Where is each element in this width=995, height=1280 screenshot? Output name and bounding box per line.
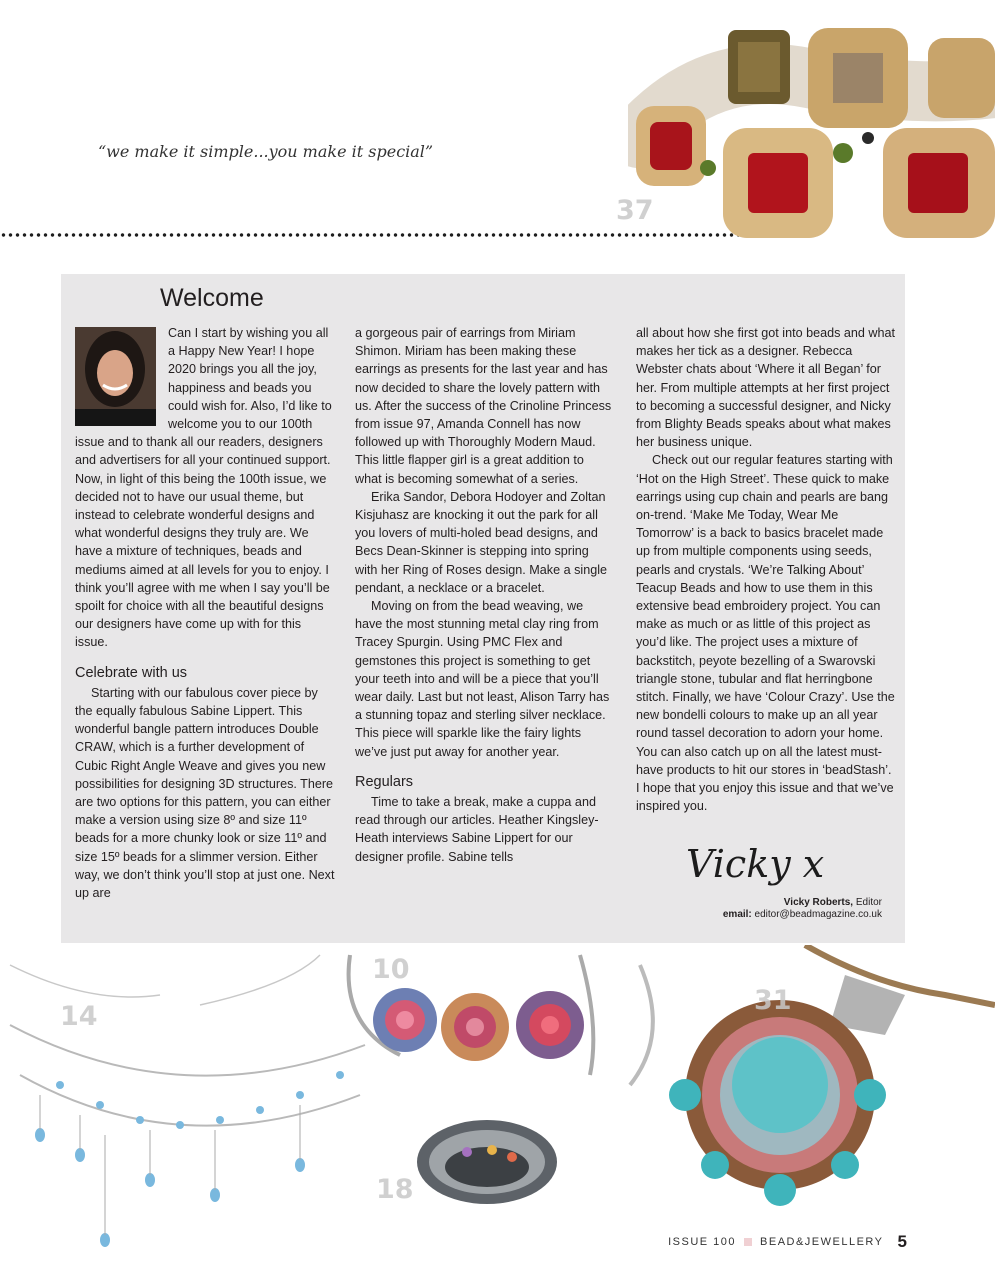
page-ref-pendant: 31 (754, 985, 792, 1016)
column2-paragraph-2: Erika Sandor, Debora Hodoyer and Zoltan Kisjuhasz are knocking it out the park for all you lovers of multi-holed bead designs, and Becs Dean-Skinner is stepping into spring with her Ring of Roses design. Make a single pendant, a necklace or a bracelet. (355, 489, 608, 595)
tagline: “we make it simple...you make it special” (98, 142, 434, 161)
photo-space (75, 324, 168, 424)
regulars-heading: Regulars (355, 773, 414, 790)
editor-email[interactable]: editor@beadmagazine.co.uk (751, 909, 882, 920)
pendant-photo (655, 945, 995, 1215)
page-number: 5 (897, 1232, 907, 1251)
footer-separator (744, 1238, 752, 1246)
bracelet-photo (628, 18, 995, 253)
column-2 (355, 324, 613, 866)
column2-paragraph-1: a gorgeous pair of earrings from Miriam Shimon. Miriam has been making these earrings as presents for the last year and has now decided to share the lovely pattern with us. After the success of the Crinoline Princess from issue 97, Amanda Connell has now followed up with Thoroughly Modern Maud. This little flapper girl is a great addition to what is becoming somewhat of a series. (355, 326, 612, 486)
column3-paragraph-1: all about how she first got into beads and what makes her tick as a designer. Rebecca Webster chats about ‘Where it all Began’ for her. From multiple attempts at her first project to becoming a successful designer, and Nicky from Blighty Beads speaks about what makes her business unique. (636, 326, 896, 450)
signature: Vicky x (686, 842, 825, 886)
column2-paragraph-3: Moving on from the bead weaving, we have the most stunning metal clay ring from Tracey Spurgin. Using PMC Flex and gemstones this project is something to get your teeth into and will be a piece that you’ll wear daily. Last but not least, Alison Tarry has a stunning topaz and sterling silver necklace. This piece will sparkle like the fairy lights we’ve just put away for another year. (355, 599, 610, 759)
magazine-name: BEAD&JEWELLERY (760, 1236, 884, 1248)
editor-name: Vicky Roberts, (783, 897, 854, 908)
page-ref-necklace: 14 (60, 1001, 98, 1032)
issue-label: ISSUE 100 (668, 1236, 737, 1248)
page-ref-ring: 18 (376, 1174, 414, 1205)
column-3 (636, 324, 896, 815)
editor-role: Editor (853, 897, 882, 908)
column3-paragraph-2: Check out our regular features starting with ‘Hot on the High Street’. These quick to make earrings using cup chain and pearls are bang on-trend. ‘Make Me Today, Wear Me Tomorrow’ is a back to basics bracelet made up from multiple components using seeds, pearls and crystals. ‘We’re Talking About’ Teacup Beads and how to use them in this extensive bead embroidery project. You can make as much or as little of this project as you’d like. The project uses a mixture of backstitch, peyote bezelling of a Swarovski triangle stone, tubular and flat herringbone stitch. Finally, we have ‘Colour Crazy’. Use the new bondelli colours to make up an all year round tassel decoration to adorn your home. You can also catch up on all the latest must-have products to hit our stores in ‘beadStash’. I hope that you enjoy this issue and that we’ve inspired you. (636, 453, 895, 814)
editor-credit (723, 897, 882, 921)
ring-photo (412, 1112, 562, 1212)
necklace-photo (0, 945, 370, 1260)
column-1 (75, 324, 337, 902)
intro-paragraph: Can I start by wishing you all a Happy New Year! I hope 2020 brings you all the joy, happiness and beads you could wish for. Also, I’d like to welcome you to our 100th issue and to thank all our readers, designers and advertisers for all your continued support. Now, in light of this being the 100th issue, we decided not to have our usual theme, but instead to celebrate wonderful designs and what wonderful designs they truly are. We have a mixture of techniques, beads and mediums aimed at all levels for you to enjoy. I think you’ll agree with me when I say you’ll be spoilt for choice with all the beautiful designs our designers have come up with for this issue. (75, 326, 332, 650)
page-ref-bracelet: 37 (616, 195, 654, 226)
page-ref-earrings: 10 (372, 954, 410, 985)
celebrate-heading: Celebrate with us (75, 664, 188, 681)
welcome-heading: Welcome (160, 284, 264, 312)
email-label: email: (722, 909, 752, 920)
regulars-paragraph: Time to take a break, make a cuppa and read through our articles. Heather Kingsley-Heath interviews Sabine Lippert for our designer profile. Sabine tells (355, 795, 599, 864)
page-footer (668, 1232, 907, 1252)
celebrate-paragraph: Starting with our fabulous cover piece by the equally fabulous Sabine Lippert. This wonderful bangle pattern introduces Double CRAW, which is a further development of Cubic Right Angle Weave and gives you new possibilities for designing 3D structures. There are two options for this pattern, you can either make a version using size 8º and size 11º beads for a more chunky look or size 11º and size 15º beads for a slimmer version. Either way, we don’t think you’ll stop at just one. Next up are (75, 685, 335, 901)
